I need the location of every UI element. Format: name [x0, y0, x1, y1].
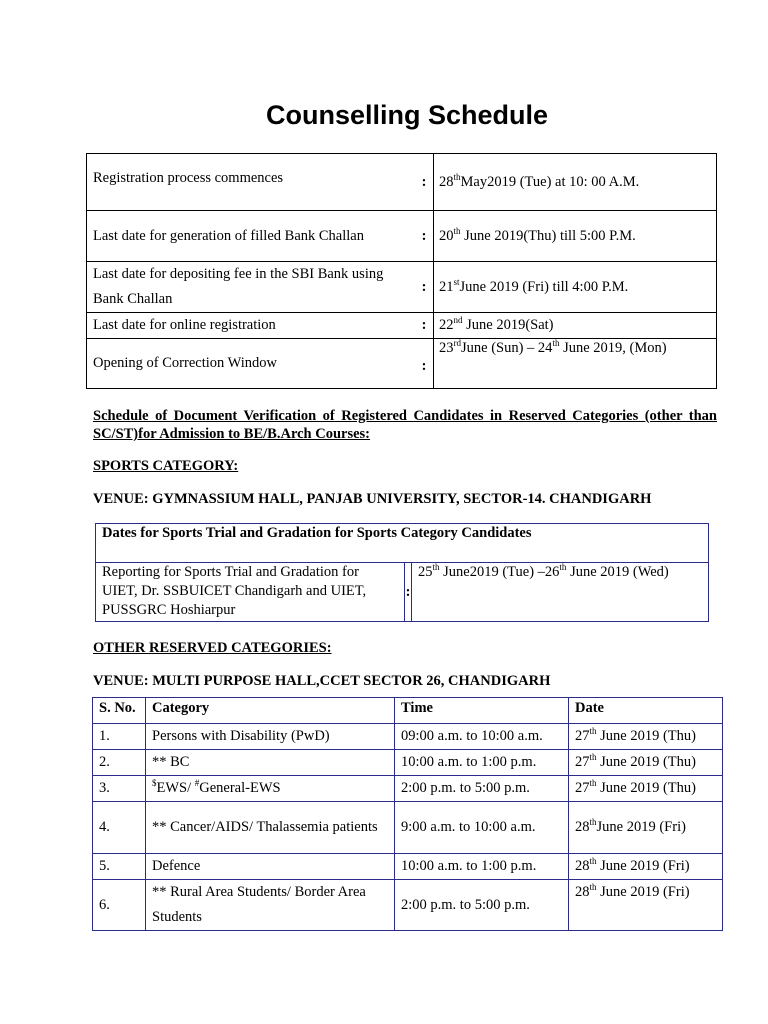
sno-cell: 3.: [93, 776, 146, 802]
date-cell: 28th June 2019 (Fri): [569, 880, 723, 931]
counselling-schedule-table: [86, 153, 717, 389]
category-cell: Defence: [146, 854, 395, 880]
table-row: [87, 154, 717, 211]
sno-cell: 6.: [93, 880, 146, 931]
other-categories-heading: OTHER RESERVED CATEGORIES:: [93, 640, 332, 656]
sno-cell: 1.: [93, 724, 146, 750]
date-cell: 27th June 2019 (Thu): [569, 750, 723, 776]
column-header: Date: [569, 698, 723, 724]
table-row: [93, 854, 723, 880]
category-cell: ** Cancer/AIDS/ Thalassemia patients: [146, 802, 395, 854]
row-label: Registration process commences: [87, 154, 416, 211]
row-colon: :: [415, 211, 434, 262]
category-cell: Persons with Disability (PwD): [146, 724, 395, 750]
time-cell: 10:00 a.m. to 1:00 p.m.: [395, 750, 569, 776]
row-label: Last date for depositing fee in the SBI Bank using Bank Challan: [87, 262, 416, 313]
table-row: [93, 724, 723, 750]
table-row: [93, 880, 723, 931]
row-colon: :: [415, 313, 434, 339]
column-header: Category: [146, 698, 395, 724]
table-row: [93, 802, 723, 854]
row-label: Last date for online registration: [87, 313, 416, 339]
column-header: S. No.: [93, 698, 146, 724]
table-row: [87, 262, 717, 313]
row-value: 21stJune 2019 (Fri) till 4:00 P.M.: [434, 262, 717, 313]
category-cell: ** BC: [146, 750, 395, 776]
table-row: [93, 776, 723, 802]
date-cell: 27th June 2019 (Thu): [569, 776, 723, 802]
other-venue: VENUE: MULTI PURPOSE HALL,CCET SECTOR 26, CHANDIGARH: [93, 673, 551, 689]
table-row: [93, 750, 723, 776]
table-row: [96, 563, 709, 622]
table-header-row: [93, 698, 723, 724]
sports-reporting-label: Reporting for Sports Trial and Gradation for UIET, Dr. SSBUICET Chandigarh and UIET, PUSSGRC Hoshiarpur: [96, 563, 405, 622]
table-row: [87, 313, 717, 339]
category-cell: $EWS/ #General-EWS: [146, 776, 395, 802]
page-title: Counselling Schedule: [265, 100, 549, 130]
schedule-heading: Schedule of Document Verification of Registered Candidates in Reserved Categories (other than SC/ST)for Admission to BE/B.Arch Courses:: [93, 408, 717, 442]
sports-table-header: Dates for Sports Trial and Gradation for Sports Category Candidates: [96, 524, 709, 563]
table-row: [87, 339, 717, 389]
time-cell: 9:00 a.m. to 10:00 a.m.: [395, 802, 569, 854]
sno-cell: 4.: [93, 802, 146, 854]
row-value: 28thMay2019 (Tue) at 10: 00 A.M.: [434, 154, 717, 211]
row-colon: :: [415, 262, 434, 313]
sno-cell: 5.: [93, 854, 146, 880]
sports-category-heading: SPORTS CATEGORY:: [93, 458, 239, 474]
column-header: Time: [395, 698, 569, 724]
row-label: Opening of Correction Window: [87, 339, 416, 389]
row-value: 20th June 2019(Thu) till 5:00 P.M.: [434, 211, 717, 262]
sno-cell: 2.: [93, 750, 146, 776]
sports-dates: 25th June2019 (Tue) –26th June 2019 (Wed): [412, 563, 709, 622]
reserved-categories-table: [92, 697, 723, 931]
table-header-row: [96, 524, 709, 563]
row-colon: :: [415, 339, 434, 389]
category-cell: ** Rural Area Students/ Border Area Students: [146, 880, 395, 931]
sports-trial-table: [95, 523, 709, 622]
row-colon: :: [405, 563, 412, 622]
time-cell: 09:00 a.m. to 10:00 a.m.: [395, 724, 569, 750]
row-colon: :: [415, 154, 434, 211]
date-cell: 28th June 2019 (Fri): [569, 854, 723, 880]
sports-venue: VENUE: GYMNASSIUM HALL, PANJAB UNIVERSITY, SECTOR-14. CHANDIGARH: [93, 491, 652, 507]
row-label: Last date for generation of filled Bank Challan: [87, 211, 416, 262]
time-cell: 2:00 p.m. to 5:00 p.m.: [395, 880, 569, 931]
time-cell: 10:00 a.m. to 1:00 p.m.: [395, 854, 569, 880]
time-cell: 2:00 p.m. to 5:00 p.m.: [395, 776, 569, 802]
date-cell: 28thJune 2019 (Fri): [569, 802, 723, 854]
date-cell: 27th June 2019 (Thu): [569, 724, 723, 750]
row-value: 23rdJune (Sun) – 24th June 2019, (Mon): [434, 339, 717, 389]
row-value: 22nd June 2019(Sat): [434, 313, 717, 339]
table-row: [87, 211, 717, 262]
